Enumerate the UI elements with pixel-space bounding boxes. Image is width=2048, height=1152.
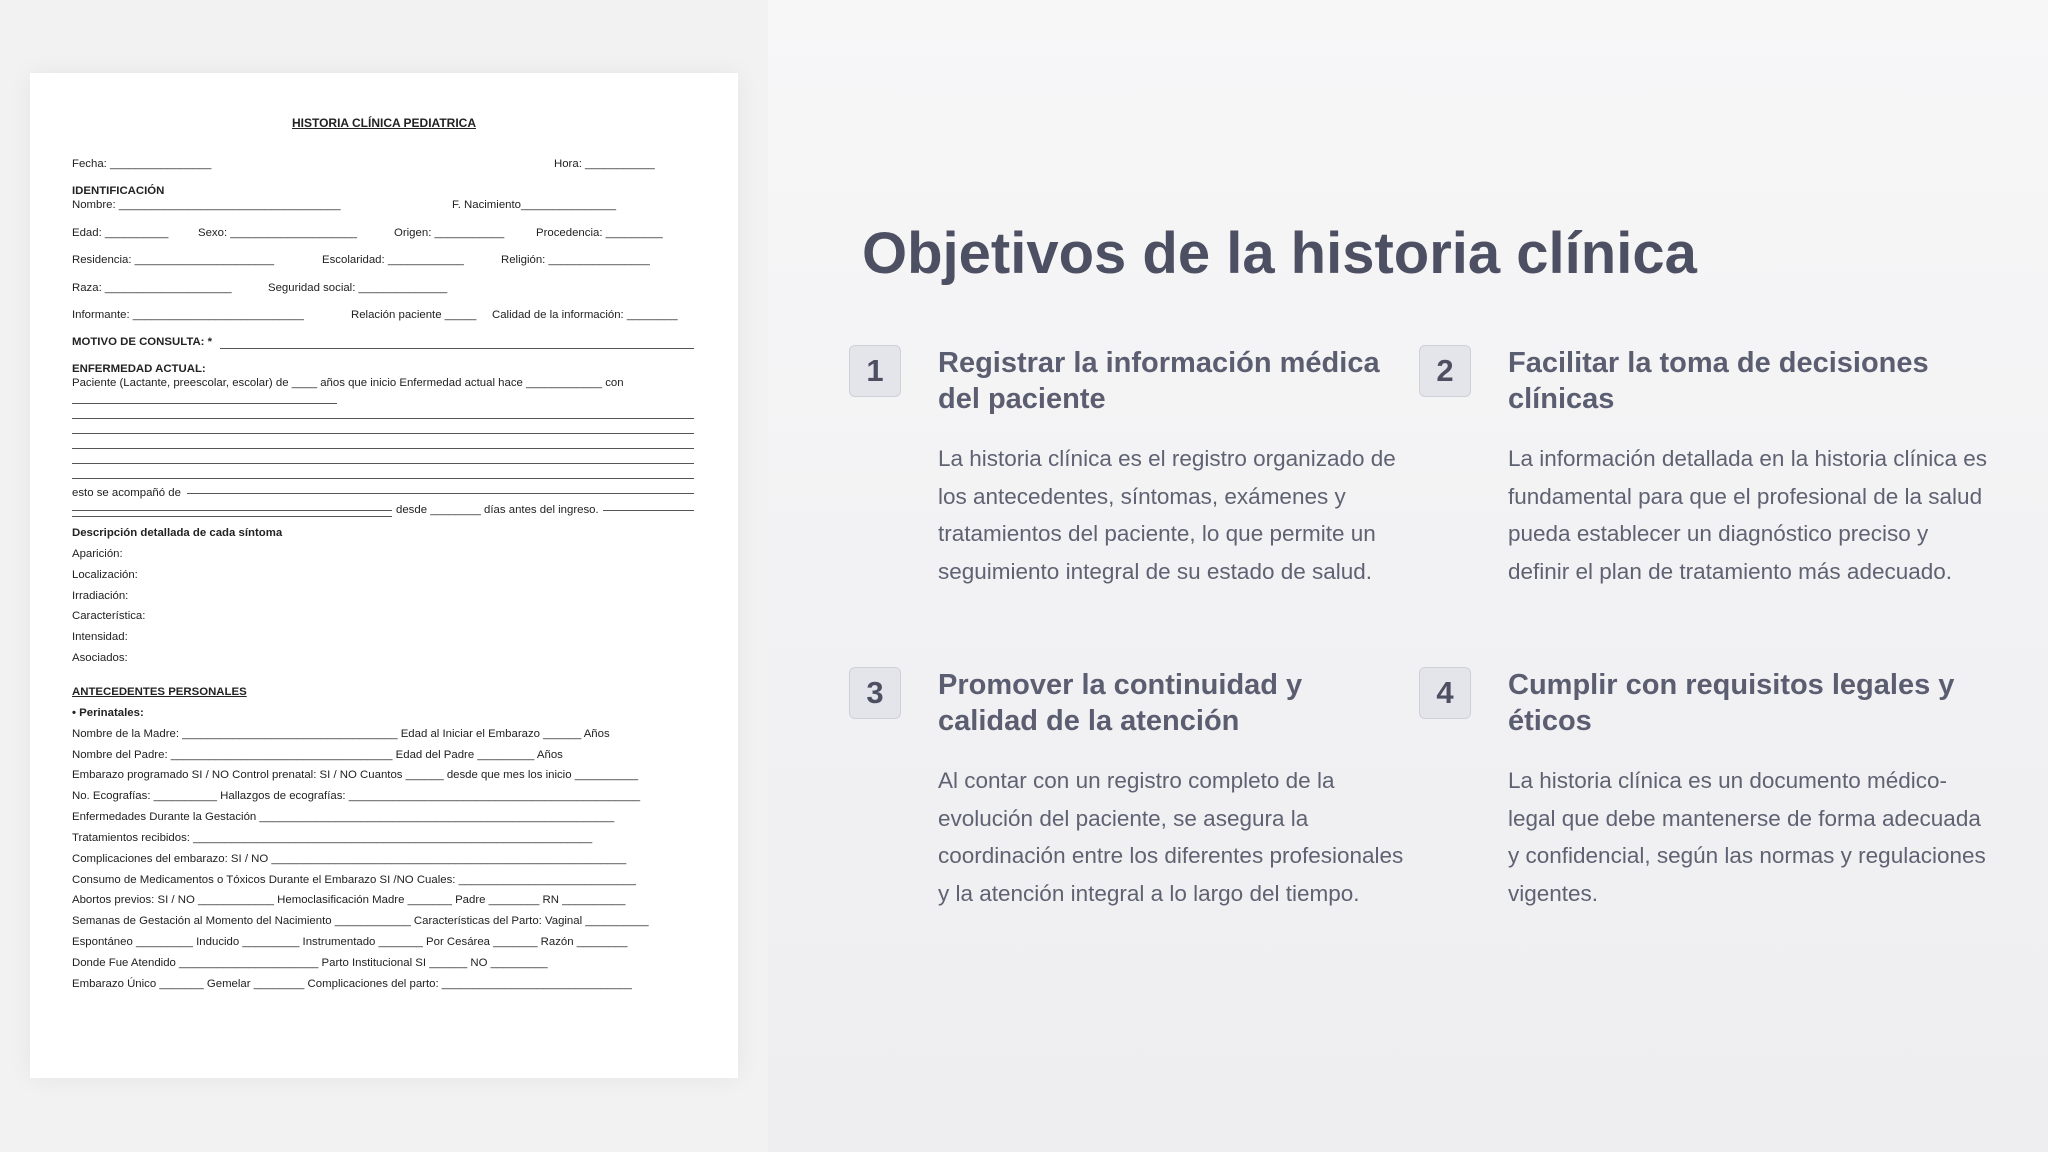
objective-title: Facilitar la toma de decisiones clínicas — [1508, 347, 1929, 415]
medical-form-image — [30, 73, 738, 1078]
form-line: Aparición: — [72, 548, 123, 560]
form-line: ENFERMEDAD ACTUAL: — [72, 363, 206, 375]
form-line: Donde Fue Atendido ______________________ Parto Institucional SI ______ NO _________ — [72, 957, 548, 969]
objective-description: La información detallada en la historia clínica es fundamental para que el profesional de la salud pueda establecer un diagnóstico preciso y definir el plan de tratamiento más adecuado. — [1508, 446, 1988, 584]
form-line: Abortos previos: SI / NO ____________ Hemoclasificación Madre _______ Padre ________ RN __________ — [72, 894, 626, 906]
number-badge: 2 — [1419, 345, 1471, 397]
form-line: Paciente (Lactante, preescolar, escolar) de ____ años que inicio Enfermedad actual hace ____________ con — [72, 377, 624, 389]
document-panel — [0, 0, 768, 1152]
objective-title: Cumplir con requisitos legales y éticos — [1508, 669, 1955, 737]
form-line: Edad: __________ — [72, 227, 169, 239]
form-line: Asociados: — [72, 652, 128, 664]
form-line: Origen: ___________ — [394, 227, 505, 239]
form-rule — [72, 478, 694, 479]
form-line: • Perinatales: — [72, 707, 144, 719]
form-title: HISTORIA CLÍNICA PEDIATRICA — [291, 116, 476, 130]
form-line: MOTIVO DE CONSULTA: * — [72, 336, 213, 348]
form-line: Hora: ___________ — [554, 158, 655, 170]
form-line: F. Nacimiento_______________ — [452, 199, 617, 211]
form-line: Raza: ____________________ — [72, 282, 232, 294]
number-badge: 4 — [1419, 667, 1471, 719]
form-line: Residencia: ______________________ — [72, 254, 275, 266]
number-badge: 3 — [849, 667, 901, 719]
form-line: Localización: — [72, 569, 138, 581]
form-line: No. Ecografías: __________ Hallazgos de ecografías: ______________________________________________ — [72, 790, 641, 802]
form-line: Embarazo Único _______ Gemelar ________ Complicaciones del parto: ______________________________ — [72, 978, 632, 990]
form-line: Relación paciente _____ — [351, 309, 477, 321]
form-line: Semanas de Gestación al Momento del Nacimiento ____________ Características del Parto: Vaginal __________ — [72, 915, 649, 927]
form-line: Calidad de la información: ________ — [492, 309, 678, 321]
form-line: Seguridad social: ______________ — [268, 282, 448, 294]
form-line: Descripción detallada de cada síntoma — [72, 527, 283, 539]
objective-description: La historia clínica es un documento médico-legal que debe mantenerse de forma adecuada y confidencial, según las normas y regulaciones vigentes. — [1508, 768, 1986, 906]
objective-description: La historia clínica es el registro organizado de los antecedentes, síntomas, exámenes y tratamientos del paciente, lo que permite un seguimiento integral de su estado de salud. — [938, 446, 1396, 584]
form-line: Irradiación: — [72, 590, 129, 602]
form-rule — [72, 418, 694, 419]
form-line: Intensidad: — [72, 631, 128, 643]
form-rule — [72, 448, 694, 449]
form-line: desde ________ días antes del ingreso. — [392, 504, 603, 517]
form-line: Enfermedades Durante la Gestación ________________________________________________________ — [72, 811, 615, 823]
form-line: IDENTIFICACIÓN — [72, 185, 165, 197]
slide-title: Objetivos de la historia clínica — [862, 221, 1697, 286]
form-line: Nombre del Padre: ___________________________________ Edad del Padre _________ Años — [72, 749, 563, 761]
form-line: Nombre de la Madre: __________________________________ Edad al Iniciar el Embarazo ______ Años — [72, 728, 610, 740]
form-line: Escolaridad: ____________ — [322, 254, 464, 266]
form-line: Sexo: ____________________ — [198, 227, 357, 239]
form-line: Fecha: ________________ — [72, 158, 212, 170]
form-line: Complicaciones del embarazo: SI / NO ________________________________________________________ — [72, 853, 627, 865]
objective-description: Al contar con un registro completo de la evolución del paciente, se asegura la coordinación entre los diferentes profesionales y la atención integral a lo largo del tiempo. — [938, 768, 1404, 906]
form-line: Consumo de Medicamentos o Tóxicos Durante el Embarazo SI /NO Cuales: ____________________________ — [72, 874, 636, 886]
form-line: Procedencia: _________ — [536, 227, 663, 239]
form-line: Nombre: ___________________________________ — [72, 199, 341, 211]
objective-title: Promover la continuidad y calidad de la atención — [938, 669, 1303, 737]
form-rule — [220, 348, 694, 349]
form-rule — [72, 463, 694, 464]
number-badge: 1 — [849, 345, 901, 397]
form-rule — [72, 433, 694, 434]
form-line: Religión: ________________ — [501, 254, 650, 266]
form-line: Característica: — [72, 610, 146, 622]
form-line: Informante: ___________________________ — [72, 309, 304, 321]
form-line: Tratamientos recibidos: _______________________________________________________________ — [72, 832, 593, 844]
form-rule — [72, 403, 337, 404]
form-line: Embarazo programado SI / NO Control prenatal: SI / NO Cuantos ______ desde que mes los inicio __________ — [72, 769, 639, 781]
form-line: ANTECEDENTES PERSONALES — [72, 686, 247, 698]
form-rule — [72, 516, 392, 517]
objective-title: Registrar la información médica del paciente — [938, 347, 1380, 415]
form-line: Espontáneo _________ Inducido _________ Instrumentado _______ Por Cesárea _______ Razón ________ — [72, 936, 628, 948]
form-line: esto se acompañó de — [72, 487, 187, 500]
